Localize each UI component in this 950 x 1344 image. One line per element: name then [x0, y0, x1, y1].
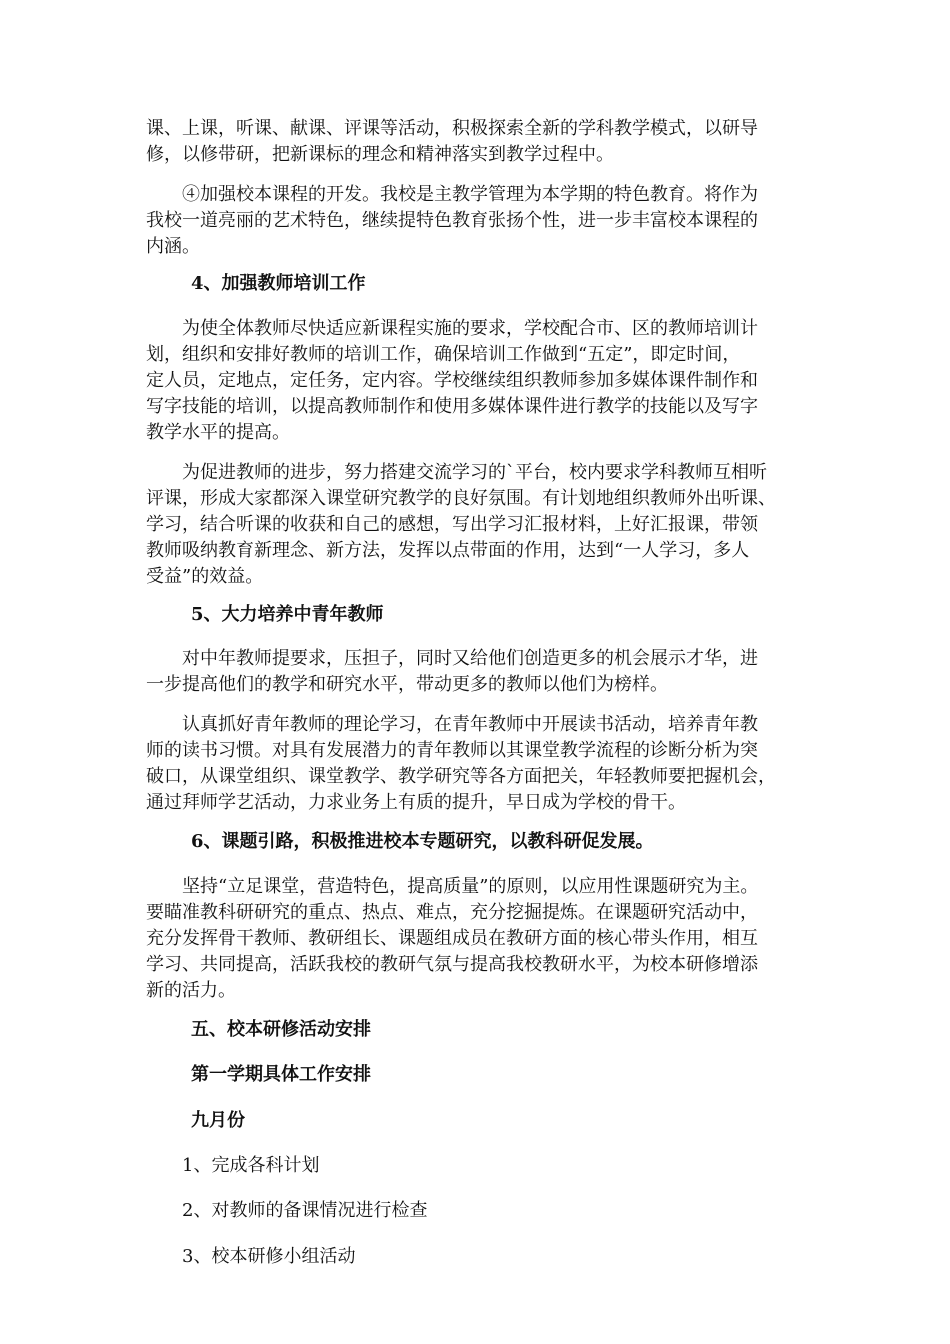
section-heading: 4、加强教师培训工作	[191, 273, 366, 294]
list-item: 2、对教师的备课情况进行检查	[182, 1200, 428, 1221]
paragraph-line: 通过拜师学艺活动，力求业务上有质的提升，早日成为学校的骨干。	[146, 792, 686, 813]
paragraph-line: 要瞄准教科研研究的重点、热点、难点，充分挖掘提炼。在课题研究活动中，	[146, 902, 758, 923]
paragraph-line: 定人员，定地点，定任务，定内容。学校继续组织教师参加多媒体课件制作和	[146, 370, 758, 391]
section-heading: 5、大力培养中青年教师	[191, 604, 384, 625]
section-heading: 九月份	[191, 1110, 245, 1131]
section-heading: 第一学期具体工作安排	[191, 1064, 371, 1085]
paragraph-line: 内涵。	[146, 236, 200, 257]
paragraph-line: 划，组织和安排好教师的培训工作，确保培训工作做到“五定”，即定时间，	[146, 344, 741, 365]
paragraph-line: 一步提高他们的教学和研究水平，带动更多的教师以他们为榜样。	[146, 674, 668, 695]
paragraph-line: 破口，从课堂组织、课堂教学、教学研究等各方面把关，年轻教师要把握机会，	[146, 766, 776, 787]
list-item: 3、校本研修小组活动	[182, 1246, 356, 1267]
paragraph-line: 课、上课，听课、献课、评课等活动，积极探索全新的学科教学模式，以研导	[146, 118, 758, 139]
paragraph-line: 学习，结合听课的收获和自己的感想，写出学习汇报材料，上好汇报课，带领	[146, 514, 758, 535]
paragraph-line: 坚持“立足课堂，营造特色，提高质量”的原则，以应用性课题研究为主。	[182, 876, 759, 897]
paragraph-line: 充分发挥骨干教师、教研组长、课题组成员在教研方面的核心带头作用，相互	[146, 928, 758, 949]
paragraph-line: 为促进教师的进步，努力搭建交流学习的`平台，校内要求学科教师互相听	[182, 462, 767, 483]
paragraph-line: 为使全体教师尽快适应新课程实施的要求，学校配合市、区的教师培训计	[182, 318, 758, 339]
paragraph-line: 认真抓好青年教师的理论学习，在青年教师中开展读书活动，培养青年教	[182, 714, 758, 735]
paragraph-line: 教学水平的提高。	[146, 422, 290, 443]
paragraph-line: 我校一道亮丽的艺术特色，继续提特色教育张扬个性，进一步丰富校本课程的	[146, 210, 758, 231]
section-heading: 五、校本研修活动安排	[191, 1019, 371, 1040]
paragraph-line: 新的活力。	[146, 980, 236, 1001]
paragraph-line: 师的读书习惯。对具有发展潜力的青年教师以其课堂教学流程的诊断分析为突	[146, 740, 758, 761]
paragraph-line: 对中年教师提要求，压担子，同时又给他们创造更多的机会展示才华，进	[182, 648, 758, 669]
section-heading: 6、课题引路，积极推进校本专题研究，以教科研促发展。	[191, 831, 654, 852]
list-item: 1、完成各科计划	[182, 1155, 320, 1176]
paragraph-line: 写字技能的培训，以提高教师制作和使用多媒体课件进行教学的技能以及写字	[146, 396, 758, 417]
paragraph-line: 修，以修带研，把新课标的理念和精神落实到教学过程中。	[146, 144, 614, 165]
paragraph-line: 教师吸纳教育新理念、新方法，发挥以点带面的作用，达到“一人学习，多人	[146, 540, 750, 561]
paragraph-line: 学习、共同提高，活跃我校的教研气氛与提高我校教研水平，为校本研修增添	[146, 954, 758, 975]
paragraph-line: ④加强校本课程的开发。我校是主教学管理为本学期的特色教育。将作为	[182, 184, 758, 205]
paragraph-line: 评课，形成大家都深入课堂研究教学的良好氛围。有计划地组织教师外出听课、	[146, 488, 776, 509]
paragraph-line: 受益”的效益。	[146, 566, 264, 587]
